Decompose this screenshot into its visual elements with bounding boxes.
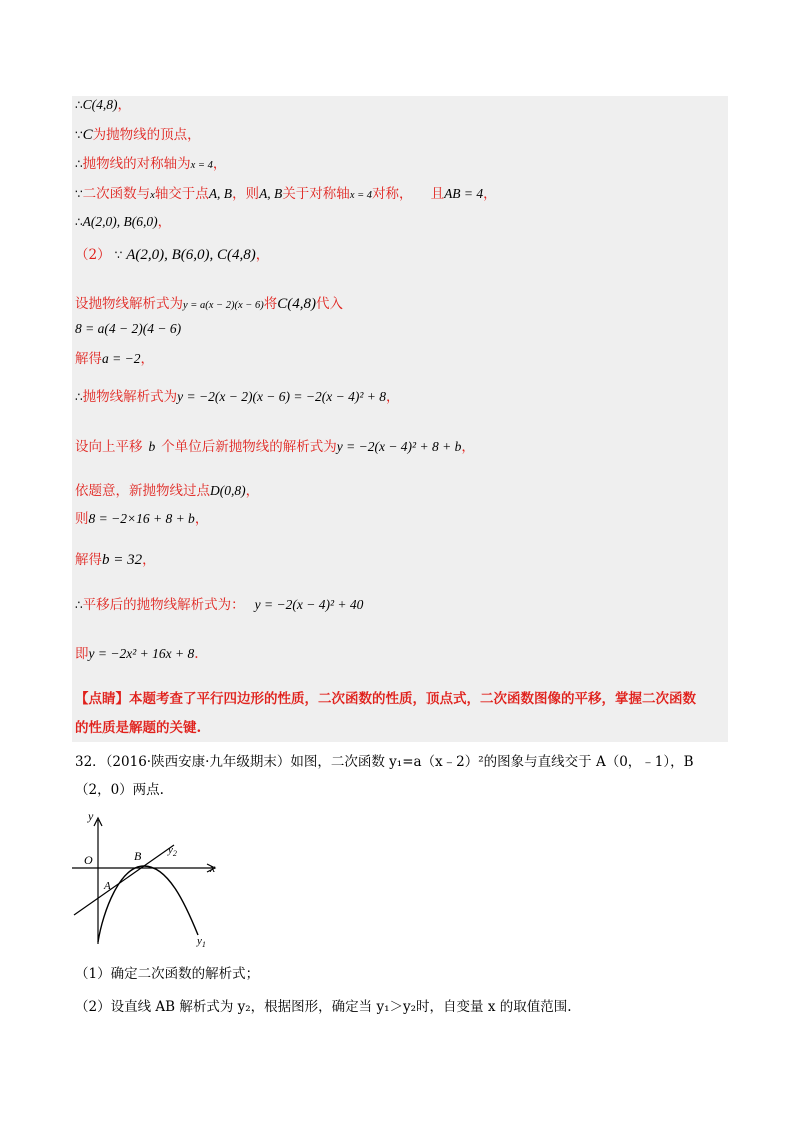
solution-line-2: ∵C为抛物线的顶点，	[75, 127, 201, 143]
point-b-label: B	[134, 849, 142, 863]
key-point-note-line-2: 的性质是解题的关键.	[75, 720, 202, 736]
y-axis-label: y	[88, 809, 94, 823]
solution-line-12: 依题意，新抛物线过点D(0,8)，	[75, 483, 260, 499]
solution-line-6: （2） ∵ A(2,0), B(6,0), C(4,8)，	[75, 247, 270, 263]
solution-line-7: 设抛物线解析式为y = a(x − 2)(x − 6)将C(4,8)代入	[75, 296, 343, 312]
parabola-y1	[98, 866, 198, 942]
solution-line-16: 即y = −2x² + 16x + 8.	[75, 646, 199, 662]
solution-line-9: 解得a = −2，	[75, 351, 154, 367]
solution-line-5: ∴A(2,0), B(6,0)，	[75, 214, 172, 230]
y2-label: $y_2$	[168, 844, 177, 858]
solution-line-11: 设向上平移 b 个单位后新抛物线的解析式为y = −2(x − 4)² + 8 + b，	[75, 439, 475, 455]
question-32-text-line-2: （2，0）两点.	[75, 782, 164, 798]
solution-line-15: ∴平移后的抛物线解析式为： y = −2(x − 4)² + 40	[75, 597, 364, 613]
point-a-label: A	[104, 880, 111, 892]
y1-label: $y_1$	[197, 935, 206, 948]
solution-line-10: ∴抛物线解析式为y = −2(x − 2)(x − 6) = −2(x − 4)² + 8，	[75, 389, 400, 405]
solution-line-1: ∴C(4,8)，	[75, 97, 132, 113]
solution-line-14: 解得b = 32，	[75, 552, 156, 568]
key-point-note-line-1: 【点睛】本题考查了平行四边形的性质，二次函数的性质，顶点式，二次函数图像的平移，掌握二次函数	[75, 691, 696, 707]
question-32-part-1: （1）确定二次函数的解析式；	[75, 966, 260, 982]
question-32-text-line-1: 32．（2016·陕西安康·九年级期末）如图，二次函数 y₁=a（x﹣2）²的图象与直线交于 A（0，﹣1），B	[75, 754, 694, 770]
solution-line-13: 则8 = −2×16 + 8 + b，	[75, 511, 209, 527]
question-32-part-2: （2）设直线 AB 解析式为 y₂，根据图形，确定当 y₁＞y₂时，自变量 x 的取值范围.	[75, 999, 572, 1015]
solution-line-4: ∵二次函数与x轴交于点A, B，则A, B关于对称轴x = 4对称， 且AB = 4，	[75, 186, 497, 202]
solution-line-3: ∴抛物线的对称轴为x = 4，	[75, 156, 227, 172]
origin-label: O	[84, 853, 93, 867]
parabola-line-figure	[70, 808, 220, 948]
solution-line-8: 8 = a(4 − 2)(4 − 6)	[75, 321, 182, 336]
x-axis-label: x	[210, 861, 216, 875]
